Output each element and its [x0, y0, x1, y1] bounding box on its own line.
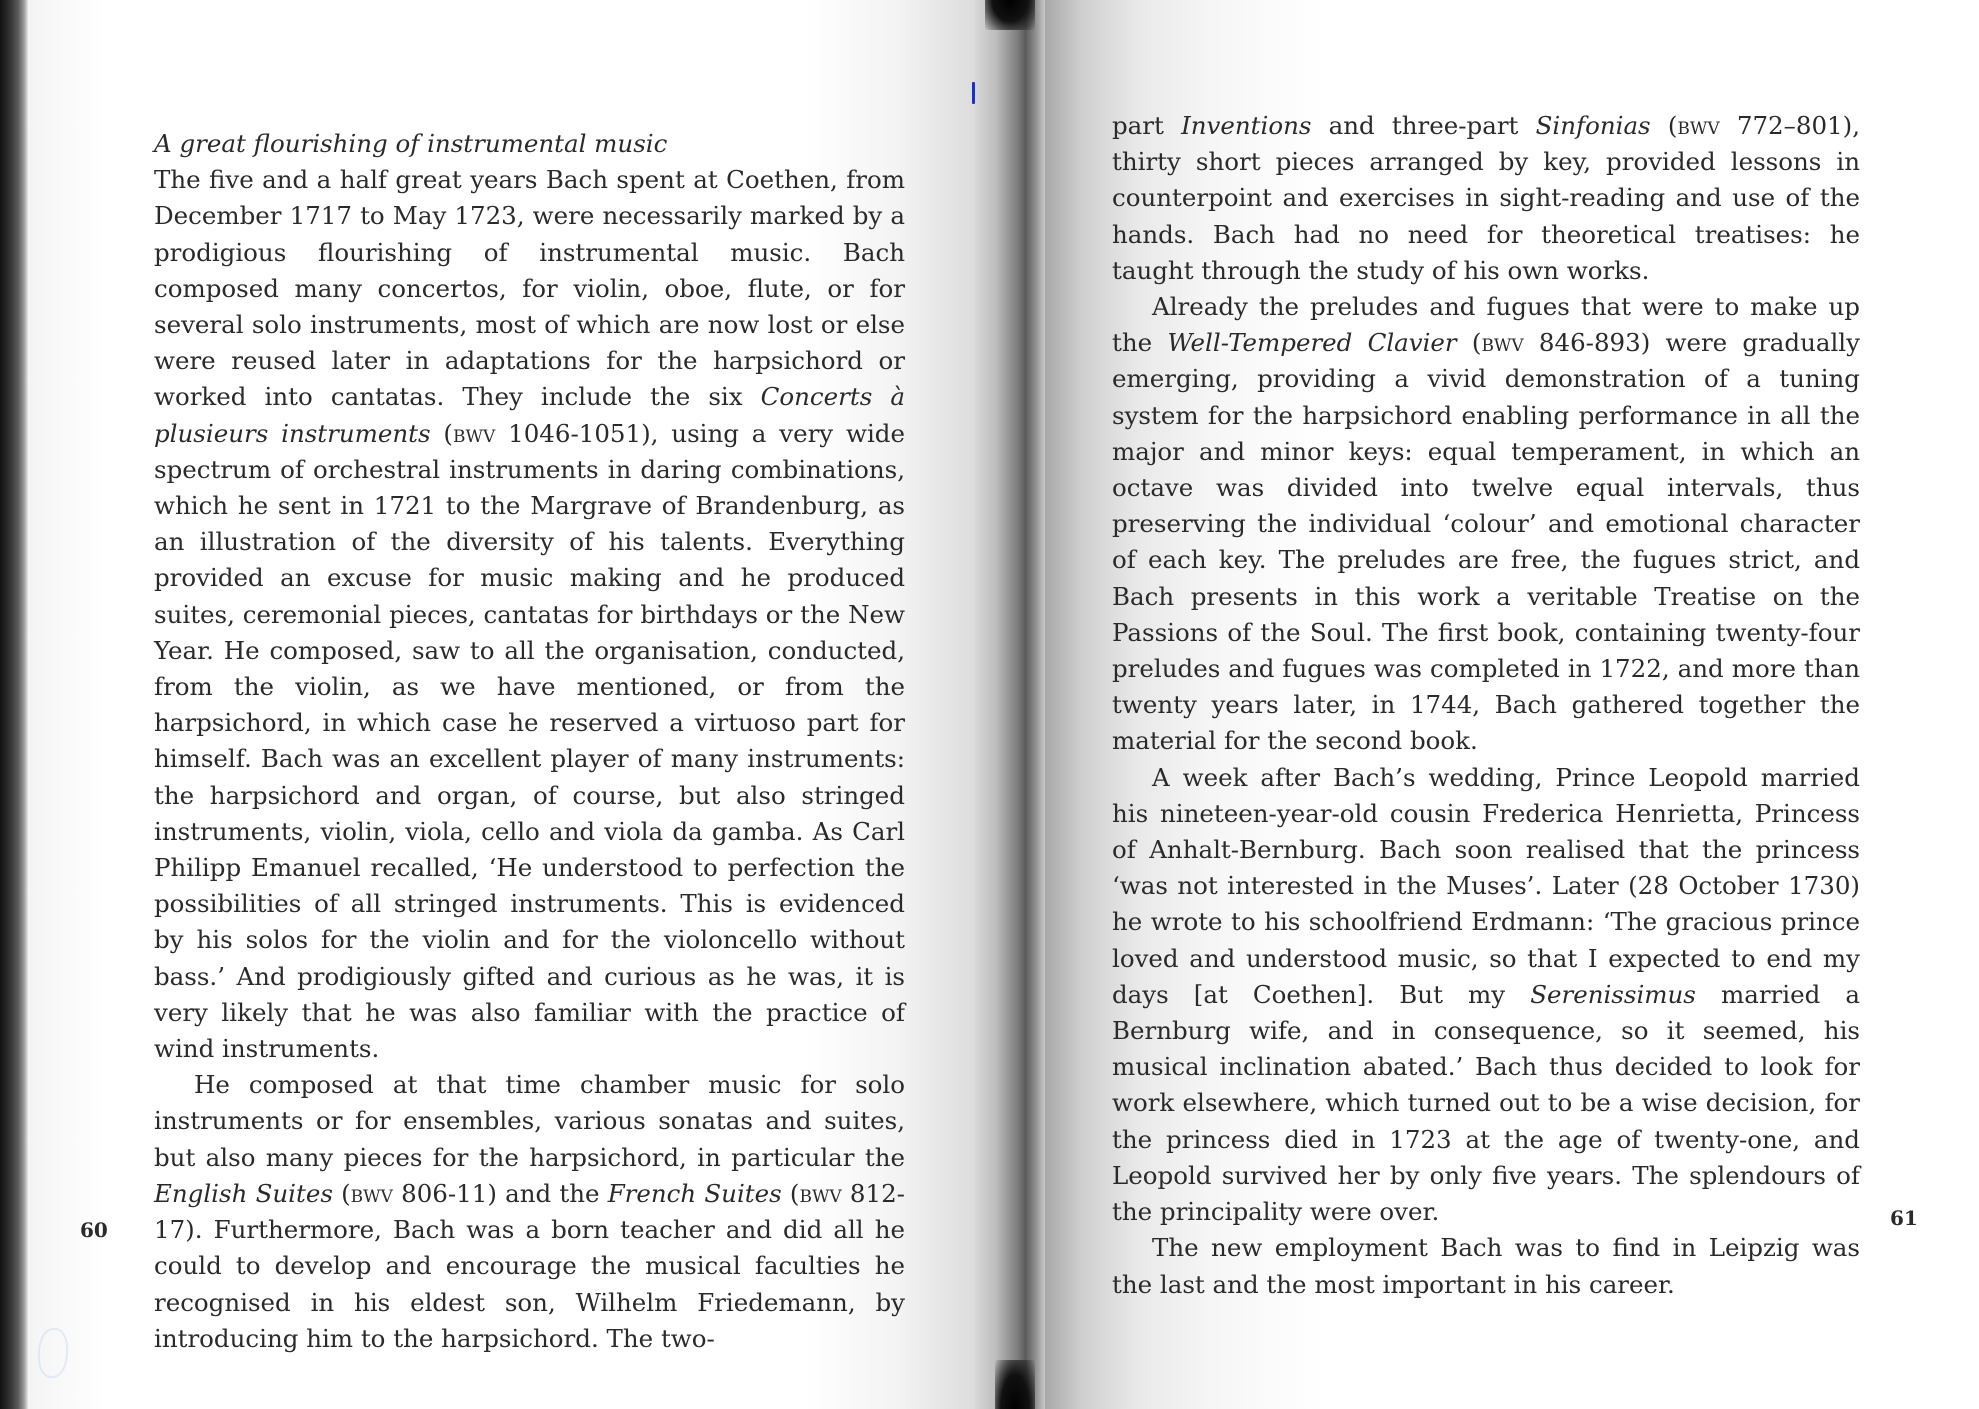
- catalogue-abbrev: bwv: [453, 418, 496, 448]
- page-number-right: 61: [1890, 1206, 1918, 1230]
- text-run: 1046-1051), using a very wide spectrum of orchestral instruments in daring combinations, which he sent in 1721 to the Margrave of Brandenburg, as an illustration of the diversity of his talents. Everything provided an excuse for music making and he produced suites, ceremonial pieces, cantatas for birthdays or the New Year. He composed, saw to all the organisation, conducted, from the violin, as we have mentioned, or from the harpsichord, in which case he reserved a virtuoso part for himself. Bach was an excellent player of many instruments: the harpsichord and organ, of course, but also stringed instruments, violin, viola, cello and viola da gamba. As Carl Philipp Emanuel recalled, ‘He understood to perfection the possibilities of all stringed instruments. This is evidenced by his solos for the violin and for the violoncello without bass.’ And prodigiously gifted and curious as he was, it is very likely that he was also familiar with the practice of wind instruments.: [154, 418, 905, 1064]
- gutter-shadow-bottom: [995, 1360, 1035, 1409]
- text-run: married a Bernburg wife, and in consequence, so it seemed, his musical inclination abated.’ Bach thus decided to look for work elsewhere, which turned out to be a wise decision, for the princess died in 1723 at the age of twenty-one, and Leopold survived her by only five years. The splendours of the principality were over.: [1112, 979, 1860, 1227]
- paragraph: [154, 162, 905, 1067]
- text-run: (: [430, 418, 453, 448]
- catalogue-abbrev: bwv: [1677, 111, 1720, 140]
- text-run: and three-part: [1311, 111, 1536, 140]
- page-number-left: 60: [80, 1218, 108, 1242]
- text-run: (: [1456, 328, 1482, 358]
- catalogue-abbrev: bwv: [799, 1178, 842, 1208]
- catalogue-abbrev: bwv: [350, 1178, 393, 1208]
- right-page-body: [1112, 108, 1860, 1303]
- gutter-ink-mark: [972, 82, 975, 104]
- paragraph: [1112, 289, 1860, 760]
- text-run: A week after Bach’s wedding, Prince Leopold married his nineteen-year-old cousin Frederica Henrietta, Princess of Anhalt-Bernburg. Bach soon realised that the princess ‘was not interested in the Muses’. Later (28 October 1730) he wrote to his schoolfriend Erdmann: ‘The gracious prince loved and understood music, so that I expected to end my days [at Coethen]. But my: [1112, 762, 1860, 1009]
- italic-title: Concerts à plusieurs instruments: [154, 382, 905, 448]
- book-gutter: [975, 0, 1045, 1409]
- left-page-text: [154, 126, 905, 1357]
- text-run: 772–801), thirty short pieces arranged by key, provided lessons in counterpoint and exercises in sight-reading and use of the hands. Bach had no need for theoretical treatises: he taught through the study of his own works.: [1112, 111, 1860, 285]
- paragraph: [1112, 1230, 1860, 1302]
- left-page-body: [154, 162, 905, 1357]
- gutter-shadow-top: [985, 0, 1035, 30]
- text-run: (: [1650, 111, 1678, 140]
- text-run: The new employment Bach was to find in Leipzig was the last and the most important in his career.: [1112, 1233, 1860, 1299]
- right-page-text: [1112, 108, 1860, 1303]
- paragraph: [1112, 760, 1860, 1231]
- italic-title: French Suites: [607, 1178, 782, 1208]
- bleed-through-mark: [38, 1328, 68, 1378]
- paragraph: [1112, 108, 1860, 289]
- text-run: 806-11) and the: [392, 1178, 608, 1208]
- text-run: (: [781, 1178, 800, 1208]
- book-edge: [0, 0, 28, 1409]
- text-run: part: [1112, 111, 1182, 140]
- italic-title: Inventions: [1181, 111, 1312, 140]
- italic-title: Serenissimus: [1530, 979, 1696, 1009]
- text-run: He composed at that time chamber music for solo instruments or for ensembles, various sonatas and suites, but also many pieces for the harpsichord, in particular the: [154, 1070, 905, 1172]
- text-run: Already the preludes and fugues that were to make up the: [1112, 292, 1860, 358]
- italic-title: English Suites: [154, 1178, 333, 1208]
- paragraph: [154, 1067, 905, 1357]
- text-run: 846-893) were gradually emerging, providing a vivid demonstration of a tuning system for the harpsichord enabling performance in all the major and minor keys: equal temperament, in which an octave was divided into twelve equal intervals, thus preserving the individual ‘colour’ and emotional character of each key. The preludes are free, the fugues strict, and Bach presents in this work a veritable Treatise on the Passions of the Soul. The first book, containing twenty-four preludes and fugues was completed in 1722, and more than twenty years later, in 1744, Bach gathered together the material for the second book.: [1112, 328, 1860, 756]
- italic-title: Sinfonias: [1535, 111, 1651, 140]
- text-run: The five and a half great years Bach spent at Coethen, from December 1717 to May 1723, were necessarily marked by a prodigious flourishing of instrumental music. Bach composed many concertos, for violin, oboe, flute, or for several solo instruments, most of which are now lost or else were reused later in adaptations for the harpsichord or worked into cantatas. They include the six: [154, 165, 905, 412]
- italic-title: Well-Tempered Clavier: [1167, 328, 1457, 358]
- section-heading: A great flourishing of instrumental music: [154, 129, 668, 158]
- text-run: 812-17). Furthermore, Bach was a born teacher and did all he could to develop and encourage the musical faculties he recognised in his eldest son, Wilhelm Friedemann, by introducing him to the harpsichord. The two-: [154, 1178, 905, 1353]
- text-run: (: [332, 1178, 351, 1208]
- catalogue-abbrev: bwv: [1481, 328, 1524, 358]
